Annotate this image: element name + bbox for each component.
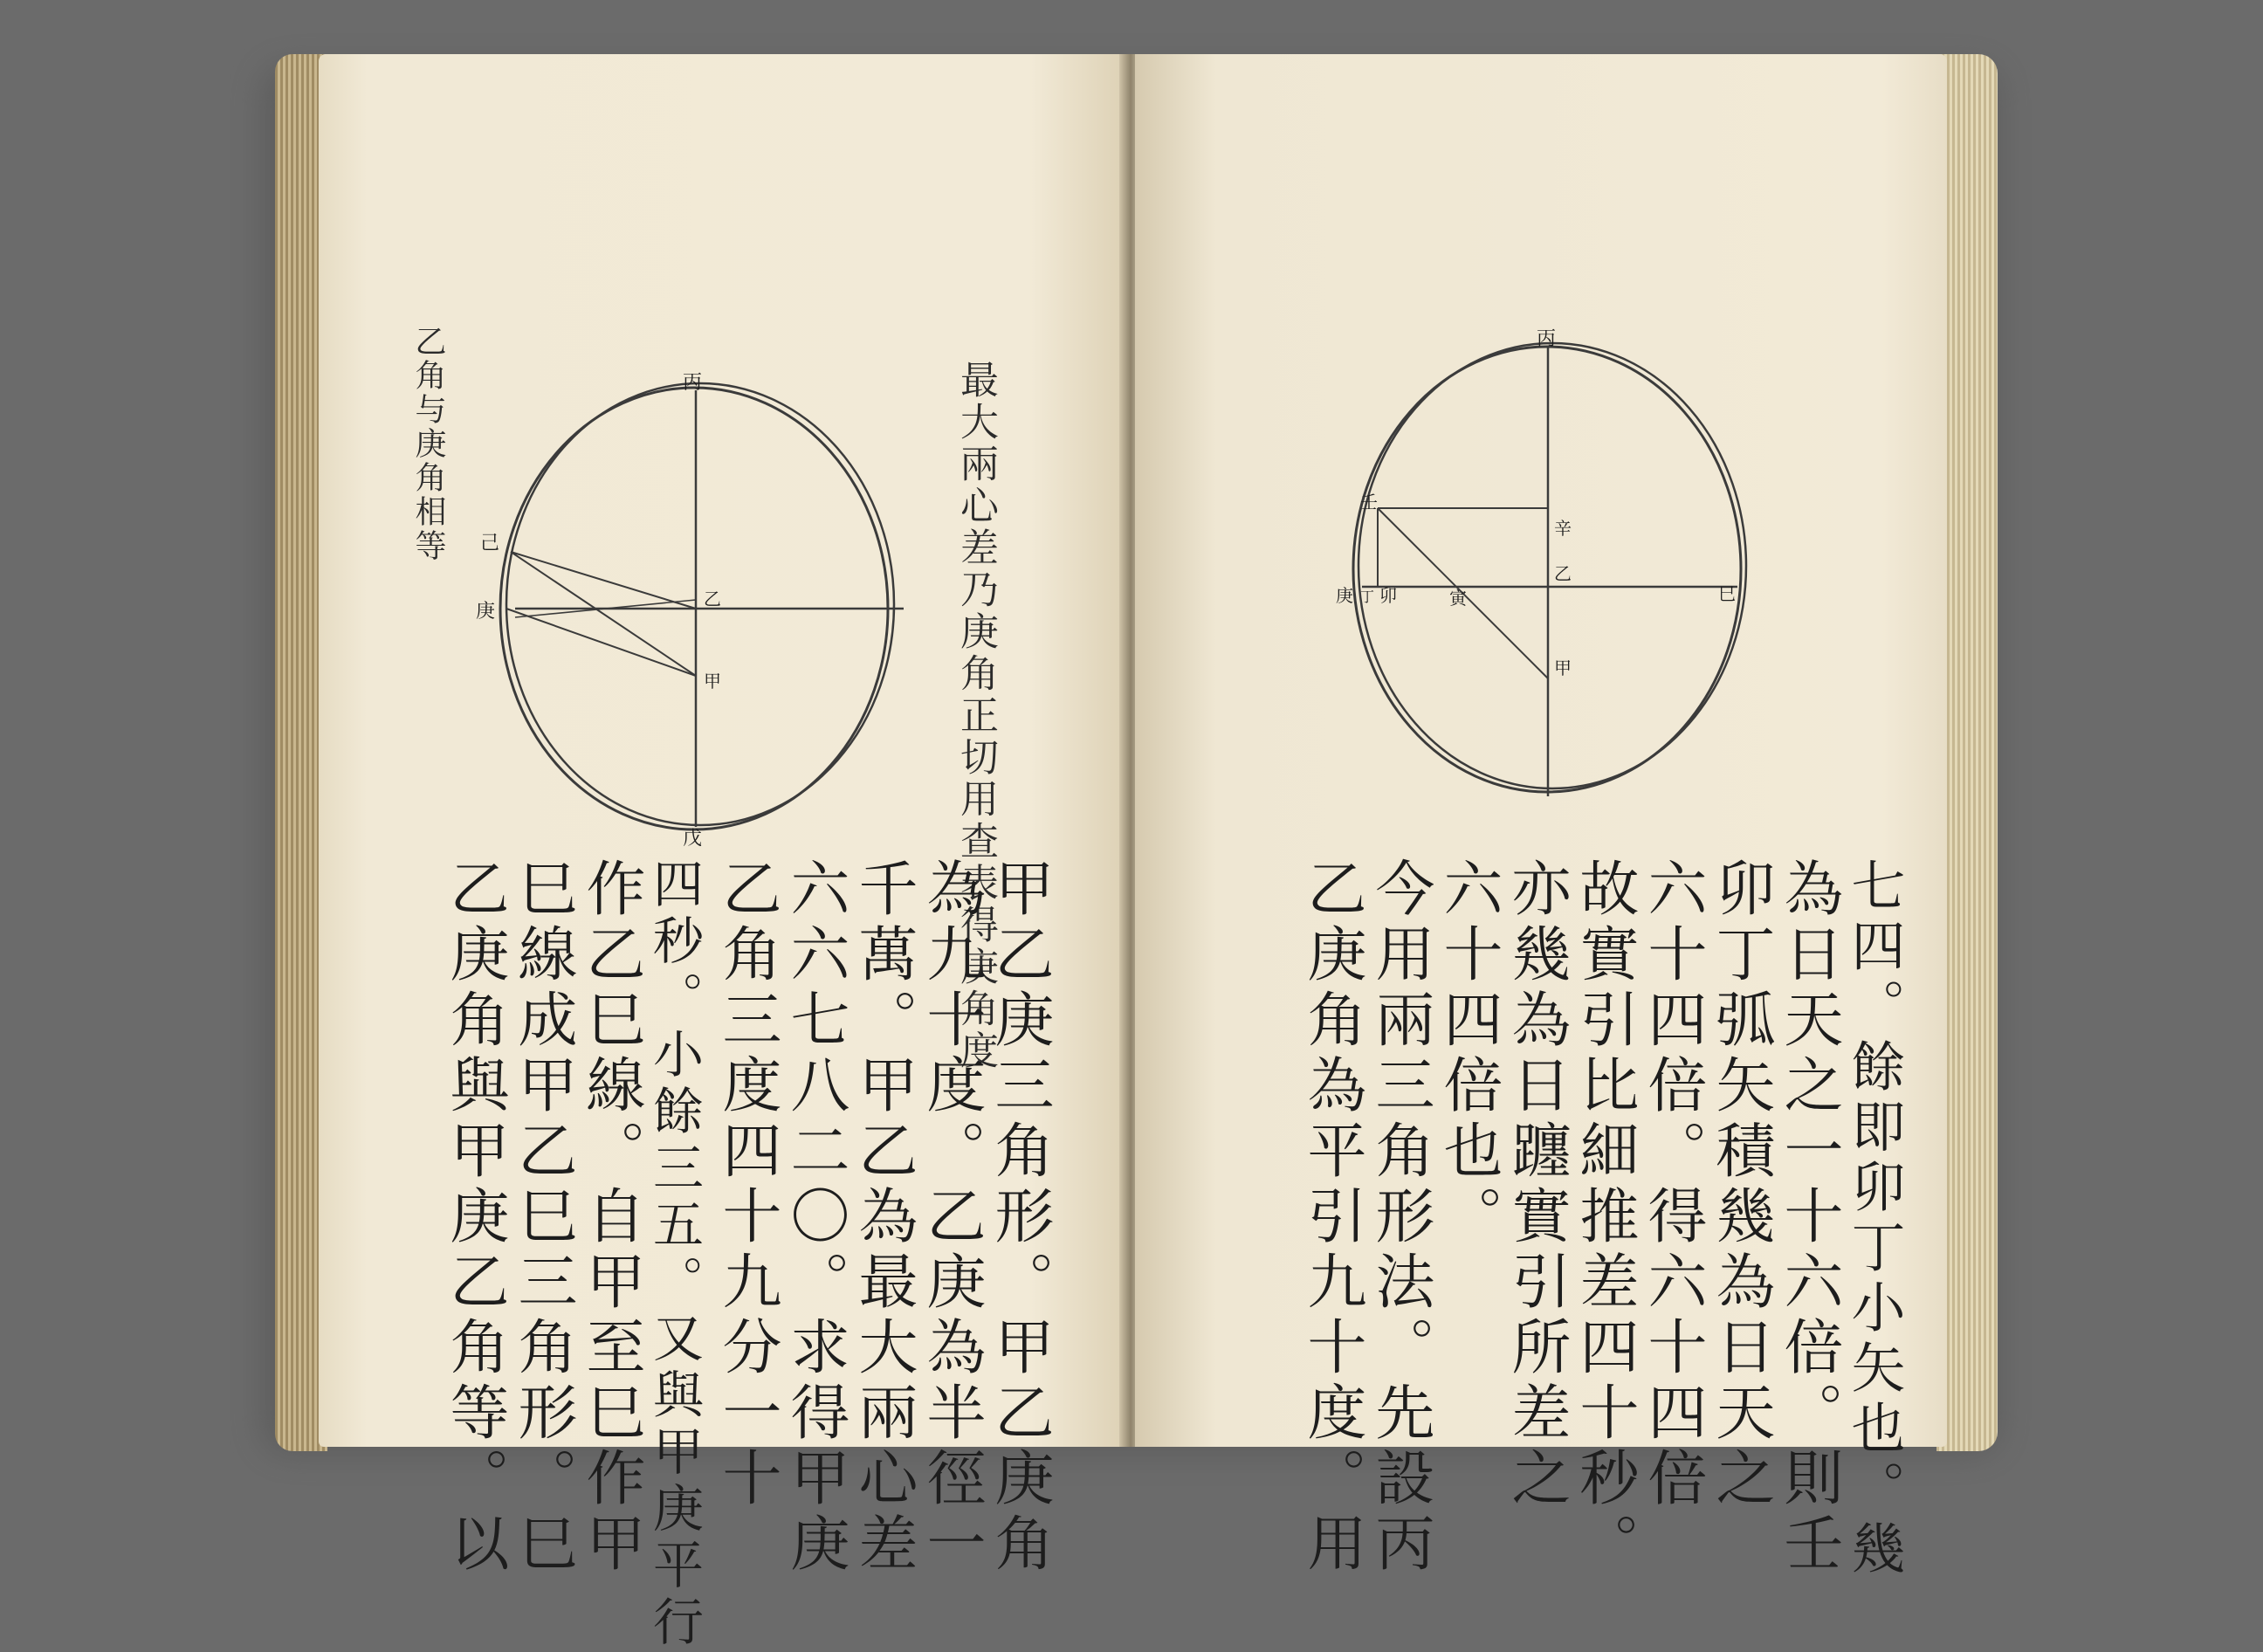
right-label-center: 乙 <box>1554 563 1572 584</box>
text-column: 七四。餘即卯丁小矢也。幾 <box>1842 857 1906 1580</box>
right-page <box>1135 54 1947 1580</box>
text-column: 六六七八二〇。求得甲庚 <box>781 857 849 1578</box>
right-label-upper-left: 壬 <box>1360 492 1378 513</box>
text-column: 故實引比細推差四十秒。 <box>1570 857 1639 1578</box>
text-column: 甲乙庚三角形。甲乙庚角 <box>985 857 1054 1578</box>
text-column: 為日天之一十六倍。則壬 <box>1774 857 1843 1578</box>
formula-note: 最大兩心差乃庚角正切用查表得庚角度 <box>953 360 998 1072</box>
left-label-lower-left: 庚 <box>476 601 496 623</box>
right-label-left: 庚 <box>1336 585 1353 606</box>
right-label-lower: 甲 <box>1554 657 1572 678</box>
left-label-upper-left: 己 <box>480 533 500 554</box>
text-column: 六十四倍。得六十四倍 <box>1638 857 1707 1512</box>
left-label-bottom: 戊 <box>683 828 703 850</box>
text-column: 六十四倍也。 <box>1434 857 1503 1250</box>
left-label-top: 丙 <box>683 372 703 394</box>
text-column: 卯丁弧矢積幾為日天之 <box>1706 857 1775 1512</box>
left-label-inner: 甲 <box>704 671 721 692</box>
text-column: 巳線成甲乙巳三角形。巳 <box>508 857 577 1578</box>
right-label-mid: 寅 <box>1449 588 1467 609</box>
right-label-top: 丙 <box>1537 328 1557 350</box>
text-column: 今用兩三角形法。先設丙 <box>1365 857 1434 1578</box>
text-column: 四秒。小餘三五。又與甲庚平行 <box>644 857 704 1652</box>
text-column: 為九十度。乙庚為半徑一 <box>917 857 986 1578</box>
text-column: 亦幾為日躔實引所差之 <box>1502 857 1571 1512</box>
side-note: 乙角与庚角相等 <box>410 325 446 563</box>
right-label-left-inner: 卯 <box>1379 585 1397 606</box>
text-column: 乙庚角與甲庚乙角等。以 <box>440 857 509 1578</box>
text-column: 乙角三度四十九分一十 <box>712 857 781 1512</box>
left-diagram <box>476 320 925 850</box>
right-diagram <box>1336 320 1755 809</box>
left-page <box>319 54 1126 1652</box>
right-label-right: 巳 <box>1718 583 1736 604</box>
text-column: 作乙巳線。自甲至巳作甲 <box>576 857 645 1578</box>
right-label-upper-right: 辛 <box>1554 518 1572 539</box>
right-label-left-tick: 丁 <box>1360 589 1375 605</box>
text-column: 乙庚角為平引九十度。用 <box>1297 857 1366 1578</box>
text-column: 千萬。甲乙為最大兩心差 <box>849 857 918 1578</box>
left-label-center: 乙 <box>704 589 721 609</box>
